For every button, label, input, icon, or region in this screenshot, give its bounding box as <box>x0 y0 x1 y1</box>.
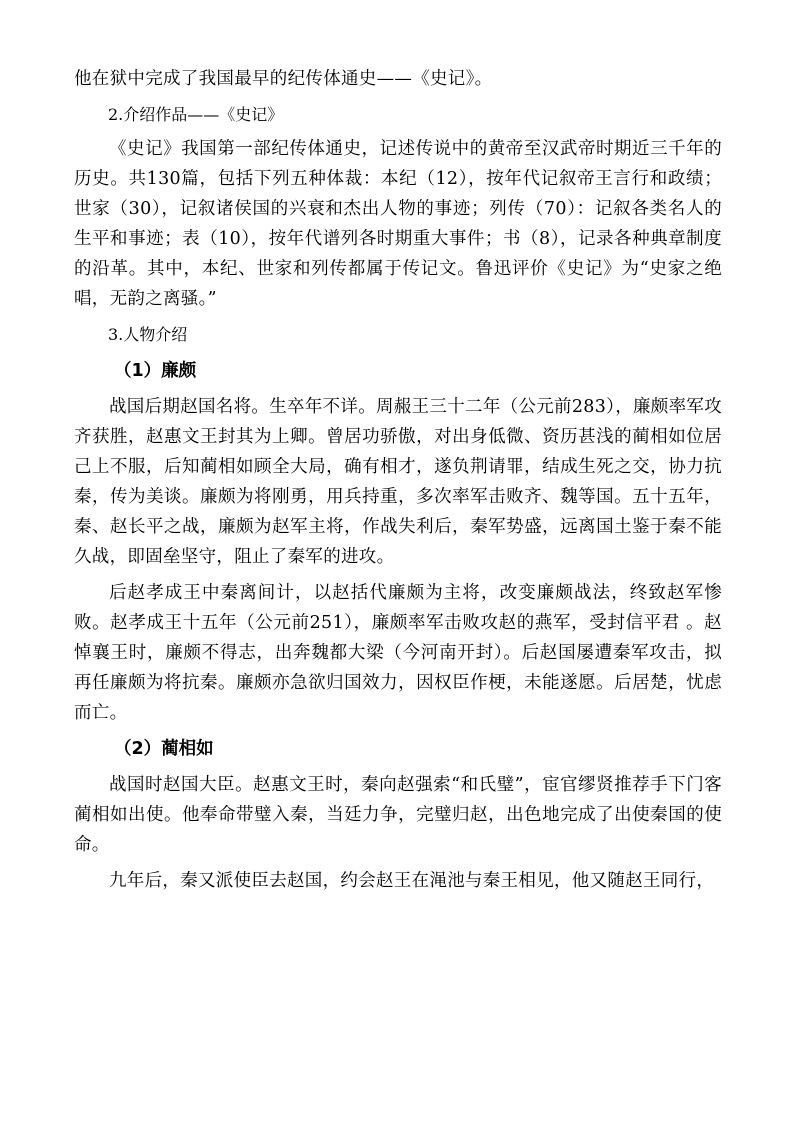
section3-heading: 3.人物介绍 <box>108 325 188 344</box>
intro-line: 他在狱中完成了我国最早的纪传体通史——《史记》。 <box>74 69 493 89</box>
section2-paragraph: 《史记》我国第一部纪传体通史，记述传说中的黄帝至汉武帝时期近三千年的历史。共130篇，包括下列五种体裁：本纪（12），按年代记叙帝王言行和政绩；世家（30），记叙诸侯国的兴衰和杰出人物的事迹；列传（70）：记叙各类名人的生平和事迹；表（10），按年代谱列各时期重大事件；书（8），记录各种典章制度的沿革。其中，本纪、世家和列传都属于传记文。鲁迅评价《史记》为“史家之绝唱，无韵之离骚。” <box>74 139 722 309</box>
person2-paragraph1: 战国时赵国大臣。赵惠文王时，秦向赵强索“和氏璧”，宦官缪贤推荐手下门客蔺相如出使。他奉命带璧入秦，当廷力争，完璧归赵，出色地完成了出使秦国的使命。 <box>74 775 722 855</box>
person2-paragraph2: 九年后，秦又派使臣去赵国，约会赵王在渑池与秦王相见，他又随赵王同行， <box>109 871 715 891</box>
person1-paragraph2: 后赵孝成王中秦离间计，以赵括代廉颇为主将，改变廉颇战法，终致赵军惨败。赵孝成王十五年（公元前251），廉颇率军击败攻赵的燕军，受封信平君 。赵悼襄王时，廉颇不得志，出奔魏都大梁（今河南开封）。后赵国屡遭秦军攻击，拟再任廉颇为将抗秦。廉颇亦急欲归国效力，因权臣作梗，未能遂愿。后居楚，忧虑而亡。 <box>74 583 722 723</box>
person1-heading: （1）廉颇 <box>114 361 197 381</box>
document-page <box>74 64 722 896</box>
person1-paragraph1: 战国后期赵国名将。生卒年不详。周赧王三十二年（公元前283），廉颇率军攻齐获胜，赵惠文王封其为上卿。曾居功骄傲，对出身低微、资历甚浅的蔺相如位居己上不服，后知蔺相如顾全大局，确有相才，遂负荆请罪，结成生死之交，协力抗秦，传为美谈。廉颇为将刚勇，用兵持重，多次率军击败齐、魏等国。五十五年，秦、赵长平之战，廉颇为赵军主将，作战失利后，秦军势盛，远离国土鉴于秦不能久战，即固垒坚守，阻止了秦军的进攻。 <box>74 397 722 567</box>
section2-heading: 2.介绍作品——《史记》 <box>108 105 284 124</box>
person2-heading: （2）蔺相如 <box>114 739 214 759</box>
